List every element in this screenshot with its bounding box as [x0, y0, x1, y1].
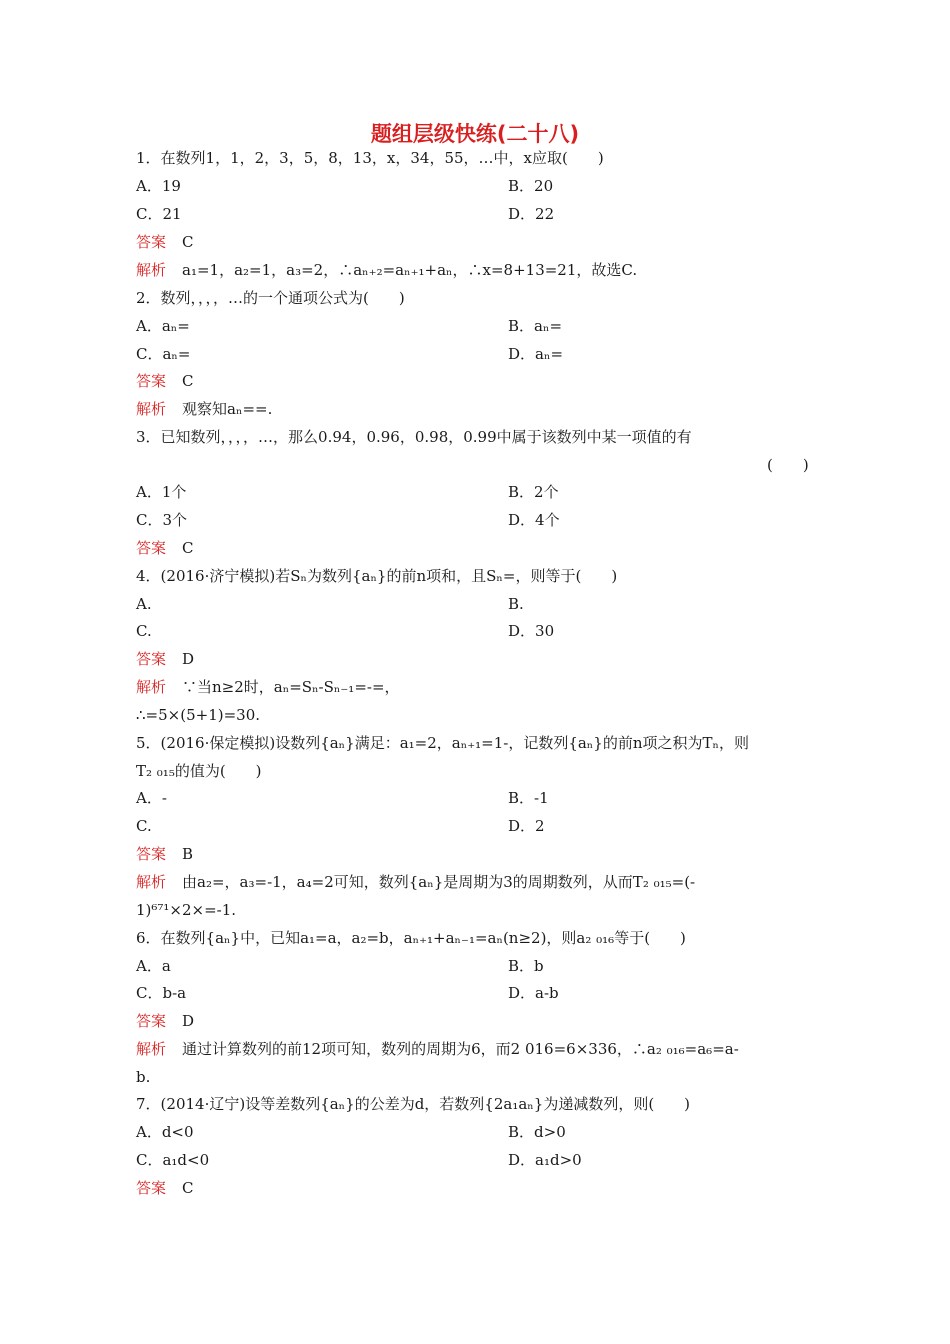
- answer-line: [136, 399, 826, 419]
- option-left: A．aₙ=: [136, 317, 190, 335]
- answer-bracket: ( ): [767, 456, 809, 474]
- option-right: D．a₁d>0: [508, 1151, 582, 1169]
- option-right: D．22: [508, 205, 555, 223]
- line-text: C: [182, 233, 194, 251]
- text-line: [136, 427, 826, 447]
- answer-line: [136, 260, 826, 280]
- line-text: D: [182, 650, 195, 668]
- page-title: 题组层级快练(二十八): [370, 122, 580, 146]
- line-text: 1．在数列1，1，2，3，5，8，13，x，34，55，…中，x应取( ): [136, 149, 604, 167]
- line-text: 7．(2014·辽宁)设等差数列{aₙ}的公差为d，若数列{2a₁aₙ}为递减数列，则( ): [136, 1095, 691, 1113]
- option-left: C.: [136, 622, 152, 640]
- option-left: C.: [136, 817, 152, 835]
- option-right: D．30: [508, 622, 555, 640]
- answer-label: 答案: [136, 372, 167, 390]
- option-left: A.: [136, 595, 152, 613]
- line-text: C: [182, 539, 194, 557]
- option-left: A．-: [136, 789, 167, 807]
- line-text: 4．(2016·济宁模拟)若Sₙ为数列{aₙ}的前n项和，且Sₙ=，则等于( ): [136, 567, 618, 585]
- text-line: [136, 1094, 826, 1114]
- line-text: 5．(2016·保定模拟)设数列{aₙ}满足：a₁=2，aₙ₊₁=1-，记数列{aₙ}的前n项之积为Tₙ，则: [136, 734, 749, 752]
- text-line: [136, 928, 826, 948]
- line-text: ∴=5×(5+1)=30.: [136, 706, 261, 724]
- text-line: [136, 1067, 826, 1087]
- option-right: D．a-b: [508, 984, 559, 1002]
- answer-line: [136, 232, 826, 252]
- answer-label: 解析: [136, 261, 167, 279]
- option-left: C．a₁d<0: [136, 1151, 210, 1169]
- answer-label: 答案: [136, 845, 167, 863]
- option-left: C．3个: [136, 511, 188, 529]
- answer-line: [136, 371, 826, 391]
- answer-label: 答案: [136, 539, 167, 557]
- answer-line: [136, 1178, 826, 1198]
- line-text: 由a₂=，a₃=-1，a₄=2可知，数列{aₙ}是周期为3的周期数列，从而T₂ ₀₁₅=(-: [182, 873, 696, 891]
- option-right: D．4个: [508, 511, 560, 529]
- line-text: C: [182, 1179, 194, 1197]
- option-right: D．aₙ=: [508, 345, 564, 363]
- line-text: T₂ ₀₁₅的值为( ): [136, 762, 262, 780]
- option-left: A．a: [136, 957, 171, 975]
- option-left: A．d<0: [136, 1123, 194, 1141]
- text-line: [136, 900, 826, 920]
- line-text: a₁=1，a₂=1，a₃=2，∴aₙ₊₂=aₙ₊₁+aₙ，∴x=8+13=21，故选C.: [182, 261, 638, 279]
- answer-label: 答案: [136, 650, 167, 668]
- option-left: A．1个: [136, 483, 187, 501]
- text-line: [136, 288, 826, 308]
- text-line: [136, 733, 826, 753]
- line-text: 通过计算数列的前12项可知，数列的周期为6，而2 016=6×336，∴a₂ ₀₁₆=a₆=a-: [182, 1040, 739, 1058]
- option-right: B．2个: [508, 483, 559, 501]
- line-text: ∵当n≥2时，aₙ=Sₙ-Sₙ₋₁=-=，: [182, 678, 400, 696]
- text-line: [136, 148, 826, 168]
- option-right: B．b: [508, 957, 544, 975]
- option-left: C．b-a: [136, 984, 187, 1002]
- answer-label: 答案: [136, 233, 167, 251]
- answer-line: [136, 677, 826, 697]
- answer-line: [136, 538, 826, 558]
- answer-line: [136, 1011, 826, 1031]
- answer-label: 解析: [136, 873, 167, 891]
- option-right: B．aₙ=: [508, 317, 563, 335]
- text-line: [136, 761, 826, 781]
- option-left: C．aₙ=: [136, 345, 191, 363]
- answer-label: 答案: [136, 1012, 167, 1030]
- line-text: 2．数列，，，，…的一个通项公式为( ): [136, 289, 405, 307]
- answer-line: [136, 844, 826, 864]
- line-text: 1)⁶⁷¹×2×=-1.: [136, 901, 237, 919]
- option-left: C．21: [136, 205, 182, 223]
- answer-line: [136, 1039, 826, 1059]
- line-text: 6．在数列{aₙ}中，已知a₁=a，a₂=b，aₙ₊₁+aₙ₋₁=aₙ(n≥2)，则a₂ ₀₁₆等于( ): [136, 929, 686, 947]
- text-line: [136, 566, 826, 586]
- line-text: D: [182, 1012, 195, 1030]
- option-left: A．19: [136, 177, 181, 195]
- answer-label: 解析: [136, 1040, 167, 1058]
- option-right: B．20: [508, 177, 554, 195]
- option-right: B.: [508, 595, 524, 613]
- option-right: B．d>0: [508, 1123, 566, 1141]
- answer-label: 解析: [136, 678, 167, 696]
- answer-line: [136, 872, 826, 892]
- line-text: 观察知aₙ==.: [182, 400, 273, 418]
- line-text: B: [182, 845, 194, 863]
- line-text: C: [182, 372, 194, 390]
- line-text: b.: [136, 1068, 151, 1086]
- line-text: 3．已知数列，，，，…，那么0.94，0.96，0.98，0.99中属于该数列中某一项值的有: [136, 428, 692, 446]
- answer-label: 答案: [136, 1179, 167, 1197]
- text-line: [136, 705, 826, 725]
- option-right: D．2: [508, 817, 545, 835]
- answer-line: [136, 649, 826, 669]
- option-right: B．-1: [508, 789, 549, 807]
- answer-label: 解析: [136, 400, 167, 418]
